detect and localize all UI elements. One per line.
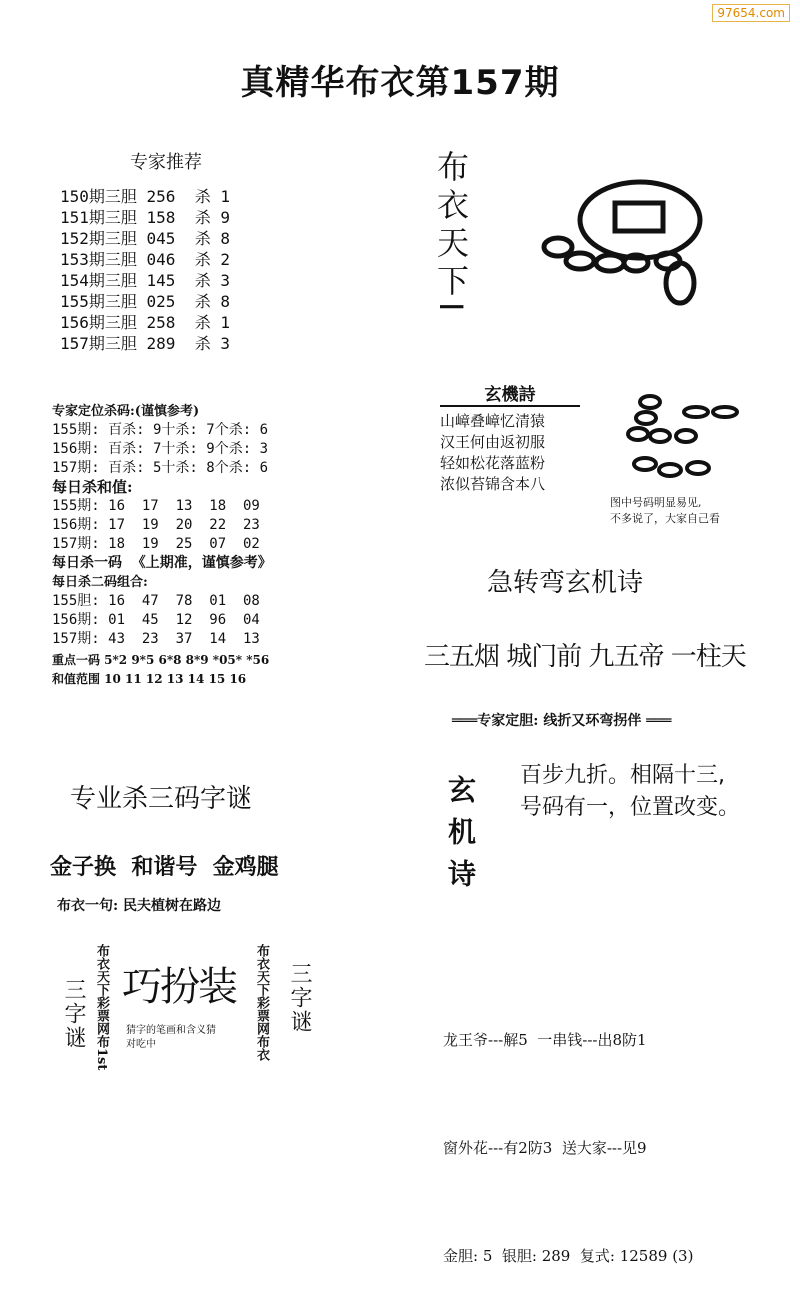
- zimi-words: 金子换 和谐号 金鸡腿: [50, 854, 279, 880]
- caption-line-2: 不多说了，大家自己看: [610, 512, 720, 525]
- riddle-note-1: 猜字的笔画和含义猜: [126, 1025, 216, 1036]
- expert-row: 151期三胆 158 杀 9: [60, 208, 230, 227]
- bottom-right-block: [443, 950, 693, 1310]
- bottom-line-3: 金胆: 5 银胆: 289 复式: 12589 (3): [443, 1247, 694, 1265]
- xuanji-shi-lines: [520, 760, 740, 824]
- number-chain-image: [610, 392, 750, 482]
- riddle-note-2: 对吃中: [126, 1039, 156, 1050]
- xuanji-shi-vertical: 玄机诗: [444, 775, 477, 901]
- yima-subheading: 每日杀二码组合:: [52, 575, 148, 590]
- dingwei-row: 156期: 百杀: 7十杀: 9个杀: 3: [52, 441, 269, 457]
- xuanji-poem-heading: 玄機詩: [440, 380, 580, 407]
- dingwei-row: 157期: 百杀: 5十杀: 8个杀: 6: [52, 460, 269, 476]
- xuanji-poem-line: 汉王何由返初服: [440, 433, 546, 451]
- expert-row: 153期三胆 046 杀 2: [60, 250, 230, 269]
- expert-row: 150期三胆 256 杀 1: [60, 187, 230, 206]
- hezhi-row: 157期: 18 19 25 07 02: [52, 536, 260, 552]
- expert-heading: 专家推荐: [130, 152, 202, 173]
- page-title: 真精华布衣第157期: [240, 63, 560, 103]
- expert-row: 156期三胆 258 杀 1: [60, 313, 230, 332]
- expert-row: 155期三胆 025 杀 8: [60, 292, 230, 311]
- dingwei-row: 155期: 百杀: 9十杀: 7个杀: 6: [52, 422, 269, 438]
- dingwei-heading: 专家定位杀码:(谨慎参考): [52, 404, 200, 419]
- right-vertical-label: 三字谜: [287, 962, 312, 1034]
- expert-row: 154期三胆 145 杀 3: [60, 271, 230, 290]
- jizhuan-line: 三五烟 城门前 九五帝 一柱天: [424, 642, 746, 672]
- yima-heading: 每日杀一码 《上期准，谨慎参考》: [52, 555, 272, 571]
- yima-row: 155胆: 16 47 78 01 08: [52, 593, 260, 609]
- expert-list: [60, 186, 230, 354]
- left-column-text: 布衣天下彩票网布1st: [94, 944, 109, 1071]
- left-vertical-label: 三字谜: [61, 978, 86, 1050]
- xuanji-shi-line-1: 百步九折。相隔十三,: [520, 763, 725, 788]
- stats-panel: [52, 402, 342, 689]
- riddle-note: [126, 1024, 216, 1052]
- image-caption: [610, 495, 720, 527]
- buyi-vertical-text: 布衣天下I: [432, 150, 470, 318]
- yima-row: 157期: 43 23 37 14 13: [52, 631, 260, 647]
- xuanji-poem-line: 山嶂叠嶂忆清猿: [440, 412, 546, 430]
- fanwei-line: 和值范围 10 11 12 13 14 15 16: [52, 672, 247, 686]
- bottom-line-2: 窗外花---有2防3 送大家---见9: [443, 1139, 647, 1157]
- xuanji-shi-line-2: 号码有一，位置改变。: [520, 795, 741, 820]
- hezhi-row: 156期: 17 19 20 22 23: [52, 517, 260, 533]
- yima-row: 156期: 01 45 12 96 04: [52, 612, 260, 628]
- riddle-big-text: 巧扮装: [122, 964, 236, 1010]
- right-column-text: 布衣天下彩票网布衣: [254, 944, 269, 1061]
- zimi-yiju: 布衣一句: 民夫植树在路边: [57, 898, 222, 914]
- bottom-line-1: 龙王爷---解5 一串钱---出8防1: [443, 1031, 647, 1049]
- hezhi-heading: 每日杀和值:: [52, 478, 133, 496]
- code-doodle-image: [520, 165, 750, 325]
- xuanji-poem-box: [440, 380, 580, 495]
- xuanji-poem-line: 浓似苔锦含本八: [440, 475, 546, 493]
- zimi-heading: 专业杀三码字谜: [70, 784, 253, 814]
- xuanji-poem-line: 轻如松花落蓝粉: [440, 454, 546, 472]
- caption-line-1: 图中号码明显易见,: [610, 496, 702, 509]
- expert-row: 152期三胆 045 杀 8: [60, 229, 230, 248]
- hezhi-row: 155期: 16 17 13 18 09: [52, 498, 260, 514]
- expert-row: 157期三胆 289 杀 3: [60, 334, 230, 353]
- expert-dingdan: ═══专家定胆: 线折又环弯拐伴 ═══: [452, 713, 672, 729]
- zhongdian-line: 重点一码 5*2 9*5 6*8 8*9 *05* *56: [52, 653, 270, 667]
- jizhuan-heading: 急转弯玄机诗: [487, 568, 644, 598]
- site-watermark: 97654.com: [712, 4, 790, 22]
- expert-panel: [48, 148, 318, 358]
